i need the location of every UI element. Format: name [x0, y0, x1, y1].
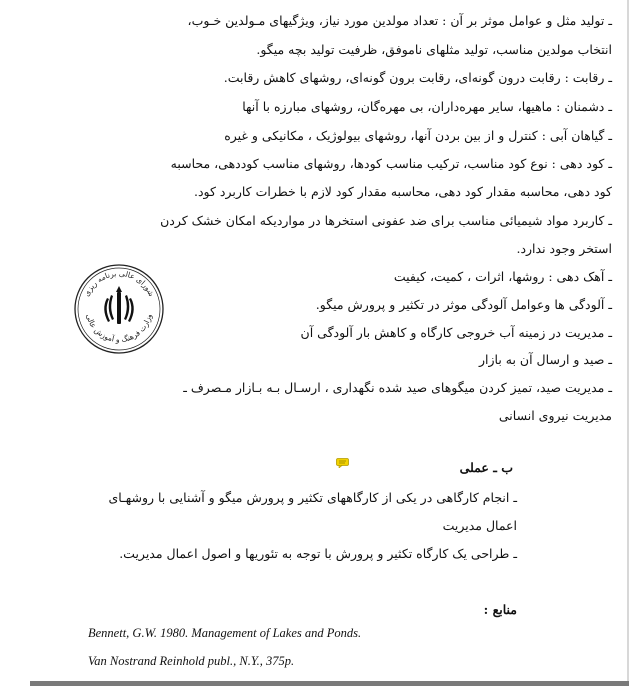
section-b-line-2: اعمال مدیریت: [442, 518, 517, 533]
body-line-7: کود دهی، محاسبه مقدار کود دهی، محاسبه مقدار کود لازم با خطرات کاربرد کود.: [193, 184, 612, 199]
seal-text-bottom: وزارت فرهنگ و آموزش عالی: [84, 312, 154, 345]
body-line-12: ـ مدیریت در زمینه آب خروجی کارگاه و کاهش بار آلودگی آن: [300, 325, 612, 340]
body-line-14: ـ مدیریت صید، تمیز کردن میگوهای صید شده نگهداری ، ارسـال بـه بـازار مـصرف ـ: [183, 380, 612, 395]
section-b-heading: ب ـ عملی: [459, 460, 513, 475]
body-line-1: ـ تولید مثل و عوامل موثر بر آن : تعداد مولدین مورد نیاز، ویژگیهای مـولدین خـوب،: [187, 13, 612, 28]
body-line-6: ـ کود دهی : نوع کود مناسب، ترکیب مناسب کودها، روشهای مناسب کوددهی، محاسبه: [170, 156, 612, 171]
body-line-3: ـ رقابت : رقابت درون گونه‌ای، رقابت برون گونه‌ای، روشهای کاهش رقابت.: [223, 70, 612, 85]
comment-note-icon[interactable]: [336, 458, 349, 468]
body-line-8: ـ کاربرد مواد شیمیائی مناسب برای ضد عفونی استخرها در مواردیکه امکان خشک کردن: [160, 213, 612, 228]
official-seal-icon: [72, 262, 166, 356]
body-line-4: ـ دشمنان : ماهیها، سایر مهره‌داران، بی مهره‌گان، روشهای مبارزه با آنها: [242, 99, 612, 114]
body-line-2: انتخاب مولدین مناسب، تولید مثلهای ناموفق، ظرفیت تولید بچه میگو.: [256, 42, 612, 57]
reference-line-1: Bennett, G.W. 1980. Management of Lakes and Ponds.: [88, 626, 362, 640]
body-line-13: ـ صید و ارسال آن به بازار: [478, 352, 612, 367]
emblem-icon: [104, 286, 134, 324]
body-line-10: ـ آهک دهی : روشها، اثرات ، کمیت، کیفیت: [393, 269, 612, 284]
bottom-edge-bar: [30, 681, 629, 686]
sources-heading: منابع :: [483, 602, 517, 617]
body-line-9: استخر وجود ندارد.: [516, 241, 612, 256]
seal-text-top: شورای عالی برنامه ریزی: [81, 268, 157, 298]
body-line-5: ـ گیاهان آبی : کنترل و از بین بردن آنها، روشهای بیولوژیک ، مکانیکی و غیره: [224, 128, 612, 143]
body-line-15: مدیریت نیروی انسانی: [498, 408, 612, 423]
body-line-11: ـ آلودگی ها وعوامل آلودگی موثر در تکثیر و پرورش میگو.: [315, 297, 612, 312]
section-b-line-1: ـ انجام کارگاهی در یکی از کارگاههای تکثیر و پرورش میگو و آشنایی با روشهـای: [108, 490, 517, 505]
reference-line-2: Van Nostrand Reinhold publ., N.Y., 375p.: [88, 654, 295, 668]
section-b-line-3: ـ طراحی یک کارگاه تکثیر و پرورش با توجه به تئوریها و اصول اعمال مدیریت.: [119, 546, 517, 561]
